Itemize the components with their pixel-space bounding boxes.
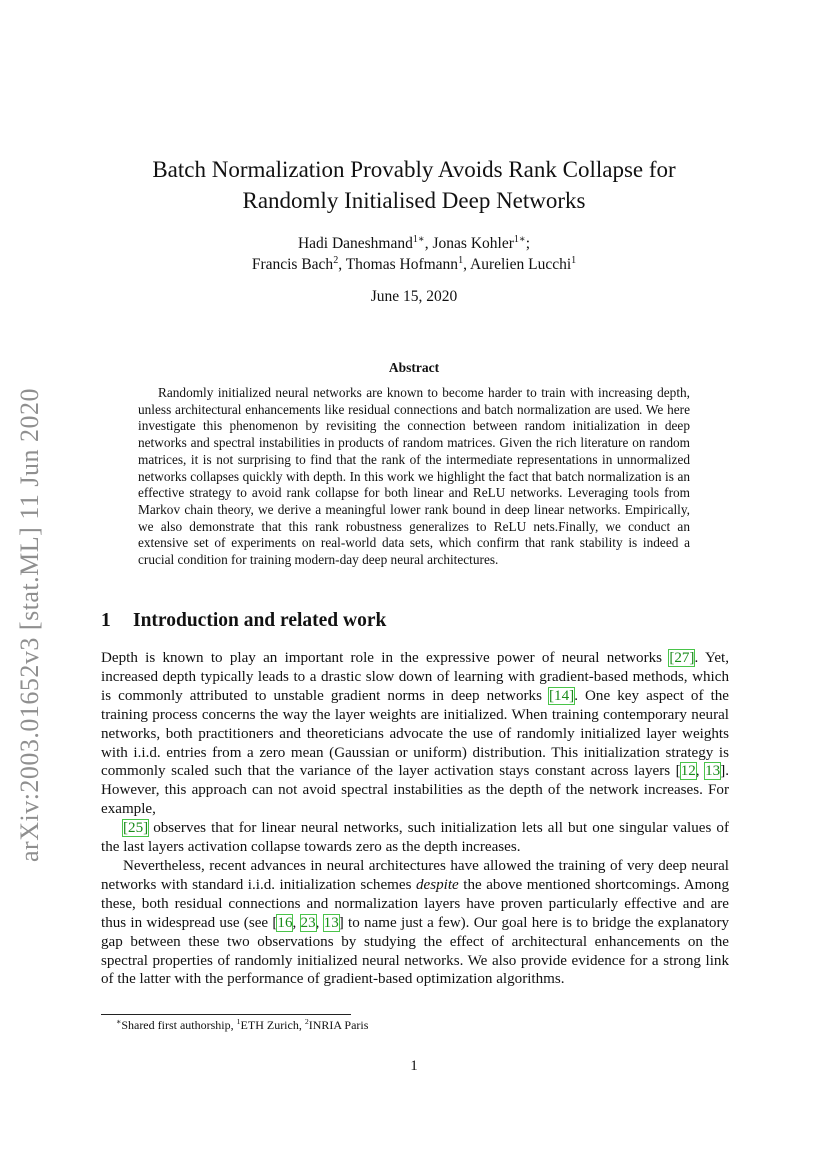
paragraph-text: the above mentioned shortcomings. Among these, both residual connections and normalization layers have proven particularly effective and are thus in widespread use (see — [101, 876, 729, 931]
paragraph — [101, 819, 729, 857]
author-name: Aurelien Lucchi — [470, 256, 572, 273]
citation-link[interactable]: 23 — [300, 914, 316, 931]
affiliation-mark: 1 — [571, 254, 577, 266]
citation-link[interactable]: [27] — [669, 650, 695, 666]
introduction-body — [101, 649, 729, 989]
footnote-mark: 1 — [236, 1017, 241, 1026]
citation-link[interactable]: 13 — [323, 914, 339, 931]
author-name: Francis Bach — [251, 256, 334, 273]
paragraph-text: . Yet, increased depth typically leads to a drastic slow down of learning with gradient-based methods, which is commonly attributed to unstable gradient norms in deep networks — [101, 650, 729, 704]
citation-link[interactable]: 13 — [705, 763, 721, 780]
paragraph-text: to name just a few). Our goal here is to bridge the explanatory gap between these two observations by studying the effect of architectural enhancements on the spectral properties of randomly initialized neural networks. We also provide evidence for a strong link of the latter with the performance of gradient-based optimization algorithms. — [101, 914, 730, 988]
emphasis-text: despite — [415, 876, 459, 893]
publication-date: June 15, 2020 — [370, 288, 458, 305]
author-name: Jonas Kohler — [432, 235, 514, 252]
paper-title — [0, 154, 828, 216]
author-name: Thomas Hofmann — [345, 256, 459, 273]
affiliation-mark: 1∗ — [412, 233, 425, 245]
citation-separator: , — [315, 914, 324, 931]
citation-link[interactable]: 16 — [277, 914, 293, 931]
title-line-1: Batch Normalization Provably Avoids Rank Collapse for — [152, 157, 676, 182]
section-heading — [101, 610, 386, 632]
footnote-rule — [101, 1014, 351, 1015]
author-name: Hadi Daneshmand — [297, 235, 413, 252]
author-list — [0, 233, 828, 275]
paragraph-text: Depth is known to play an important role in the expressive power of neural networks — [101, 650, 670, 666]
affiliation-mark: 1 — [458, 254, 464, 266]
author-line-1: Hadi Daneshmand$^{1∗}$, Jonas Kohler$^{1∗}$; — [297, 233, 531, 252]
citation-link[interactable]: [25] — [123, 820, 149, 837]
author-line-2: Francis Bach$^2$, Thomas Hofmann$^1$, Aurelien Lucchi$^1$ — [251, 254, 577, 273]
affiliation-mark: 1∗ — [513, 233, 526, 245]
footnote — [116, 1018, 368, 1033]
citation-separator: , — [695, 763, 706, 780]
citation-link[interactable]: [14] — [549, 687, 575, 704]
title-line-2: Randomly Initialised Deep Networks — [242, 188, 586, 213]
section-number: 1 — [101, 610, 111, 631]
footnote-text: ETH Zurich, — [240, 1018, 305, 1032]
page-number: 1 — [410, 1058, 418, 1074]
paragraph-text: Nevertheless, recent advances in neural architectures have allowed the training of very deep neural networks with standard i.i.d. initialization schemes — [101, 857, 729, 893]
citation-separator: , — [292, 914, 301, 931]
footnote-mark: 2 — [304, 1017, 309, 1026]
paragraph: Nevertheless, recent advances in neural architectures have allowed the training of very deep neural networks with standard i.i.d. initialization schemes despite the above mentioned shortcomings. Among these, both residual connections and normalization layers have proven particularly effective and are thus in widespread use (see [16, 23, 13] to name just a few). Our goal here is to bridge the explanatory gap between these two observations by studying the effect of architectural enhancements on the spectral properties of randomly initialized neural networks. We also provide evidence for a strong link of the latter with the performance of gradient-based optimization algorithms. — [101, 857, 730, 988]
paragraph-text: observes that for linear neural networks, such initialization lets all but one singular values of the last layers activation collapse towards zero as the depth increases. — [101, 820, 729, 856]
abstract-heading: Abstract — [388, 360, 440, 375]
footnote-text: INRIA Paris — [308, 1018, 369, 1032]
section-title: Introduction and related work — [133, 610, 387, 631]
footnote-mark: ∗ — [116, 1017, 122, 1026]
affiliation-mark: 2 — [333, 254, 339, 266]
paragraph-text: . One key aspect of the training process concerns the way the layer weights are initialized. When training contemporary neural networks, both practitioners and theoreticians advocate the use of randomly initialized layer weights with i.i.d. entries from a zero mean (Gaussian or uniform) distribution. This initialization strategy is commonly scaled such that the variance of the layer activation stays constant across layers — [101, 687, 730, 780]
arxiv-identifier-stamp: arXiv:2003.01652v3 [stat.ML] 11 Jun 2020 — [15, 388, 44, 862]
citation-link[interactable]: 12 — [680, 763, 696, 780]
abstract-text: Randomly initialized neural networks are known to become harder to train with increasing depth, unless architectural enhancements like residual connections and batch normalization are used. We here investigate this phenomenon by revisiting the connection between random initialization in deep networks and spectral instabilities in products of random matrices. Given the rich literature on random matrices, it is not surprising to find that the rank of the intermediate representations in unnormalized networks collapses quickly with depth. In this work we highlight the fact that batch normalization is an effective strategy to avoid rank collapse for both linear and ReLU networks. Leveraging tools from Markov chain theory, we derive a meaningful lower rank bound in deep linear networks. Empirically, we also demonstrate that this rank robustness generalizes to ReLU nets.Finally, we conduct an extensive set of experiments on real-world data sets, which confirm that rank stability is indeed a crucial condition for training modern-day deep neural architectures. — [138, 385, 690, 568]
paragraph-text: . However, this approach can not avoid spectral instabilities as the depth of the network increases. For example, — [101, 763, 730, 818]
footnote-text: Shared first authorship, — [121, 1018, 237, 1032]
paragraph: Depth is known to play an important role in the expressive power of neural networks [27]. Yet, increased depth typically leads to a drastic slow down of learning with gradient-based methods, which is commonly attributed to unstable gradient norms in deep networks [14]. One key aspect of the training process concerns the way the layer weights are initialized. When training contemporary neural networks, both practitioners and theoreticians advocate the use of randomly initialized layer weights with i.i.d. entries from a zero mean (Gaussian or uniform) distribution. This initialization strategy is commonly scaled such that the variance of the layer activation stays constant across layers [12, 13]. However, this approach can not avoid spectral instabilities as the depth of the network increases. For example, — [101, 650, 730, 818]
